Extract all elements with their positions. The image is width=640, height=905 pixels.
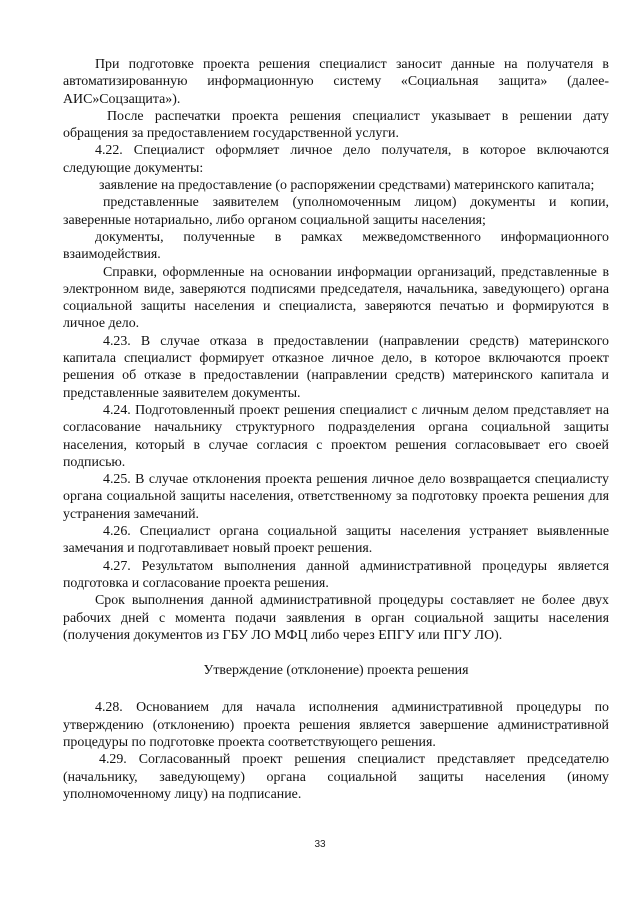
paragraph-4-22: 4.22. Специалист оформляет личное дело получателя, в которое включаются следующие документы:: [63, 143, 609, 176]
paragraph-certificates: Справки, оформленные на основании информации организаций, представленные в электронном виде, заверяются подписями председателя, начальника, заведующего) органа социальной защиты населения и специалиста, заверяются печатью и формируются в личное дело.: [63, 264, 609, 332]
paragraph-4-23: 4.23. В случае отказа в предоставлении (направлении средств) материнского капитала специалист формирует отказное личное дело, в которое включаются проект решения об отказе в предоставлении (направлении средств) материнского капитала и представленные заявителем документы.: [63, 333, 609, 401]
section-heading: Утверждение (отклонение) проекта решения: [203, 663, 469, 679]
paragraph-data-entry: При подготовке проекта решения специалист заносит данные на получателя в автоматизированную информационную систему «Социальная защита» (далее- АИС»Соцзащита»).: [63, 57, 609, 107]
paragraph-deadline: Срок выполнения данной административной процедуры составляет не более двух рабочих дней с момента подачи заявления в орган социальной защиты населения (получения документов из ГБУ ЛО МФЦ либо через ЕПГУ или ПГУ ЛО).: [63, 593, 609, 643]
paragraph-4-24: 4.24. Подготовленный проект решения специалист с личным делом представляет на согласование начальнику структурного подразделения органа социальной защиты населения, который в случае согласия с проектом решения согласовывает его своей подписью.: [63, 402, 609, 470]
document-body: [63, 56, 609, 803]
paragraph-4-26: 4.26. Специалист органа социальной защиты населения устраняет выявленные замечания и подготавливает новый проект решения.: [63, 524, 609, 557]
paragraph-4-27: 4.27. Результатом выполнения данной административной процедуры является подготовка и согласование проекта решения.: [63, 558, 609, 591]
paragraph-4-28: 4.28. Основанием для начала исполнения административной процедуры по утверждению (отклонению) проекта решения является завершение административной процедуры по подготовке проекта соответствующего решения.: [63, 700, 609, 750]
paragraph-print-date: После распечатки проекта решения специалист указывает в решении дату обращения за предоставлением государственной услуги.: [63, 108, 609, 142]
list-item-submitted-documents: представленные заявителем (уполномоченным лицом) документы и копии, заверенные нотариально, либо органом социальной защиты населения;: [63, 195, 609, 228]
list-item-interagency-documents: документы, полученные в рамках межведомственного информационного взаимодействия.: [63, 229, 609, 263]
page-number: 33: [314, 839, 326, 850]
paragraph-4-25: 4.25. В случае отклонения проекта решения личное дело возвращается специалисту органа социальной защиты населения, ответственному за подготовку проекта решения для устранения замечаний.: [63, 472, 609, 522]
paragraph-4-29: 4.29. Согласованный проект решения специалист представляет председателю (начальнику, заведующему) органа социальной защиты населения (иному уполномоченному лицу) на подписание.: [63, 752, 609, 802]
list-item-application: заявление на предоставление (о распоряжении средствами) материнского капитала;: [99, 178, 595, 194]
